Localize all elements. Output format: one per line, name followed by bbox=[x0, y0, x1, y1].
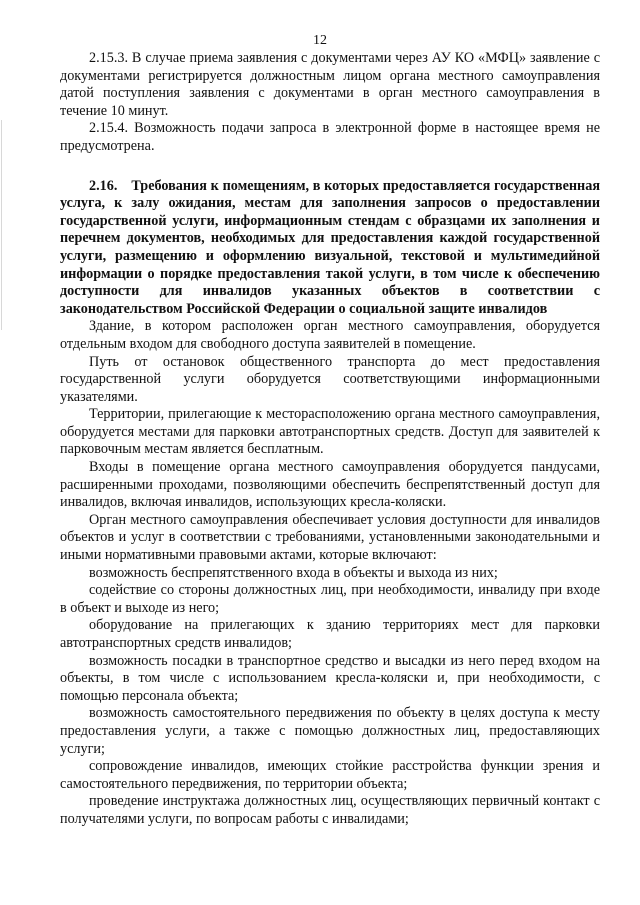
paragraph-building-entrance: Здание, в котором расположен орган местного самоуправления, оборудуется отдельным входом для свободного доступа заявителей в помещение. bbox=[60, 318, 600, 352]
list-item-escort: сопровождение инвалидов, имеющих стойкие расстройства функции зрения и самостоятельного передвижения, по территории объекта; bbox=[60, 758, 600, 792]
section-gap bbox=[60, 156, 600, 178]
list-item-staff-assistance: содействие со стороны должностных лиц, при необходимости, инвалиду при входе в объект и выходе из него; bbox=[60, 582, 600, 616]
list-item-entry-exit: возможность беспрепятственного входа в объекты и выхода из них; bbox=[89, 564, 498, 581]
section-title: Требования к помещениям, в которых предоставляется государственная услуга, к залу ожидания, местам для заполнения запросов о предоставлении государственной услуги, информационным стендам с образцами их заполнения и перечнем документов, необходимых для предоставления каждой государственной услуги, размещению и оформлению визуальной, текстовой и мультимедийной информации о порядке предоставления такой услуги, в том числе к обеспечению доступности для инвалидов указанных объектов в соответствии с законодательством Российской Федерации о социальной защите инвалидов bbox=[60, 177, 600, 317]
list-item-boarding-vehicle: возможность посадки в транспортное средство и высадки из него перед входом на объекты, в том числе с использованием кресла-коляски и, при необходимости, с помощью персонала объекта; bbox=[60, 652, 600, 704]
paragraph-2-15-4: 2.15.4. Возможность подачи запроса в электронной форме в настоящее время не предусмотрена. bbox=[60, 120, 600, 154]
paragraph-2-15-3: 2.15.3. В случае приема заявления с документами через АУ КО «МФЦ» заявление с документами регистрируется должностным лицом органа местного самоуправления датой поступления заявления с документами в орган местного самоуправления в течение 10 минут. bbox=[60, 50, 600, 119]
list-item-independent-movement: возможность самостоятельного передвижения по объекту в целях доступа к месту предоставления услуги, а также с помощью должностных лиц, предоставляющих услуги; bbox=[60, 705, 600, 757]
list-item-parking-disabled: оборудование на прилегающих к зданию территориях мест для парковки автотранспортных средств инвалидов; bbox=[60, 617, 600, 651]
page-number: 12 bbox=[313, 33, 327, 48]
paragraph-parking: Территории, прилегающие к месторасположению органа местного самоуправления, оборудуется местами для парковки автотранспортных средств. Доступ для заявителей к парковочным местам является бесплатным. bbox=[60, 406, 600, 458]
list-item-staff-instruction: проведение инструктажа должностных лиц, осуществляющих первичный контакт с получателями услуги, по вопросам работы с инвалидами; bbox=[60, 793, 600, 827]
paragraph-accessibility-conditions: Орган местного самоуправления обеспечивает условия доступности для инвалидов объектов и услуг в соответствии с требованиями, установленными законодательными и иными нормативными правовыми актами, которые включают: bbox=[60, 511, 600, 564]
section-number: 2.16. bbox=[89, 177, 118, 194]
section-heading-2-16 bbox=[60, 178, 600, 319]
document-body bbox=[60, 50, 600, 829]
paragraph-transport-path: Путь от остановок общественного транспорта до мест предоставления государственной услуги оборудуется соответствующими информационными указателями. bbox=[60, 353, 600, 405]
scan-margin-line bbox=[1, 120, 2, 330]
paragraph-entrances-ramps: Входы в помещение органа местного самоуправления оборудуется пандусами, расширенными проходами, позволяющими обеспечить беспрепятственный доступ для инвалидов, включая инвалидов, использующих кресла-коляски. bbox=[60, 459, 600, 511]
